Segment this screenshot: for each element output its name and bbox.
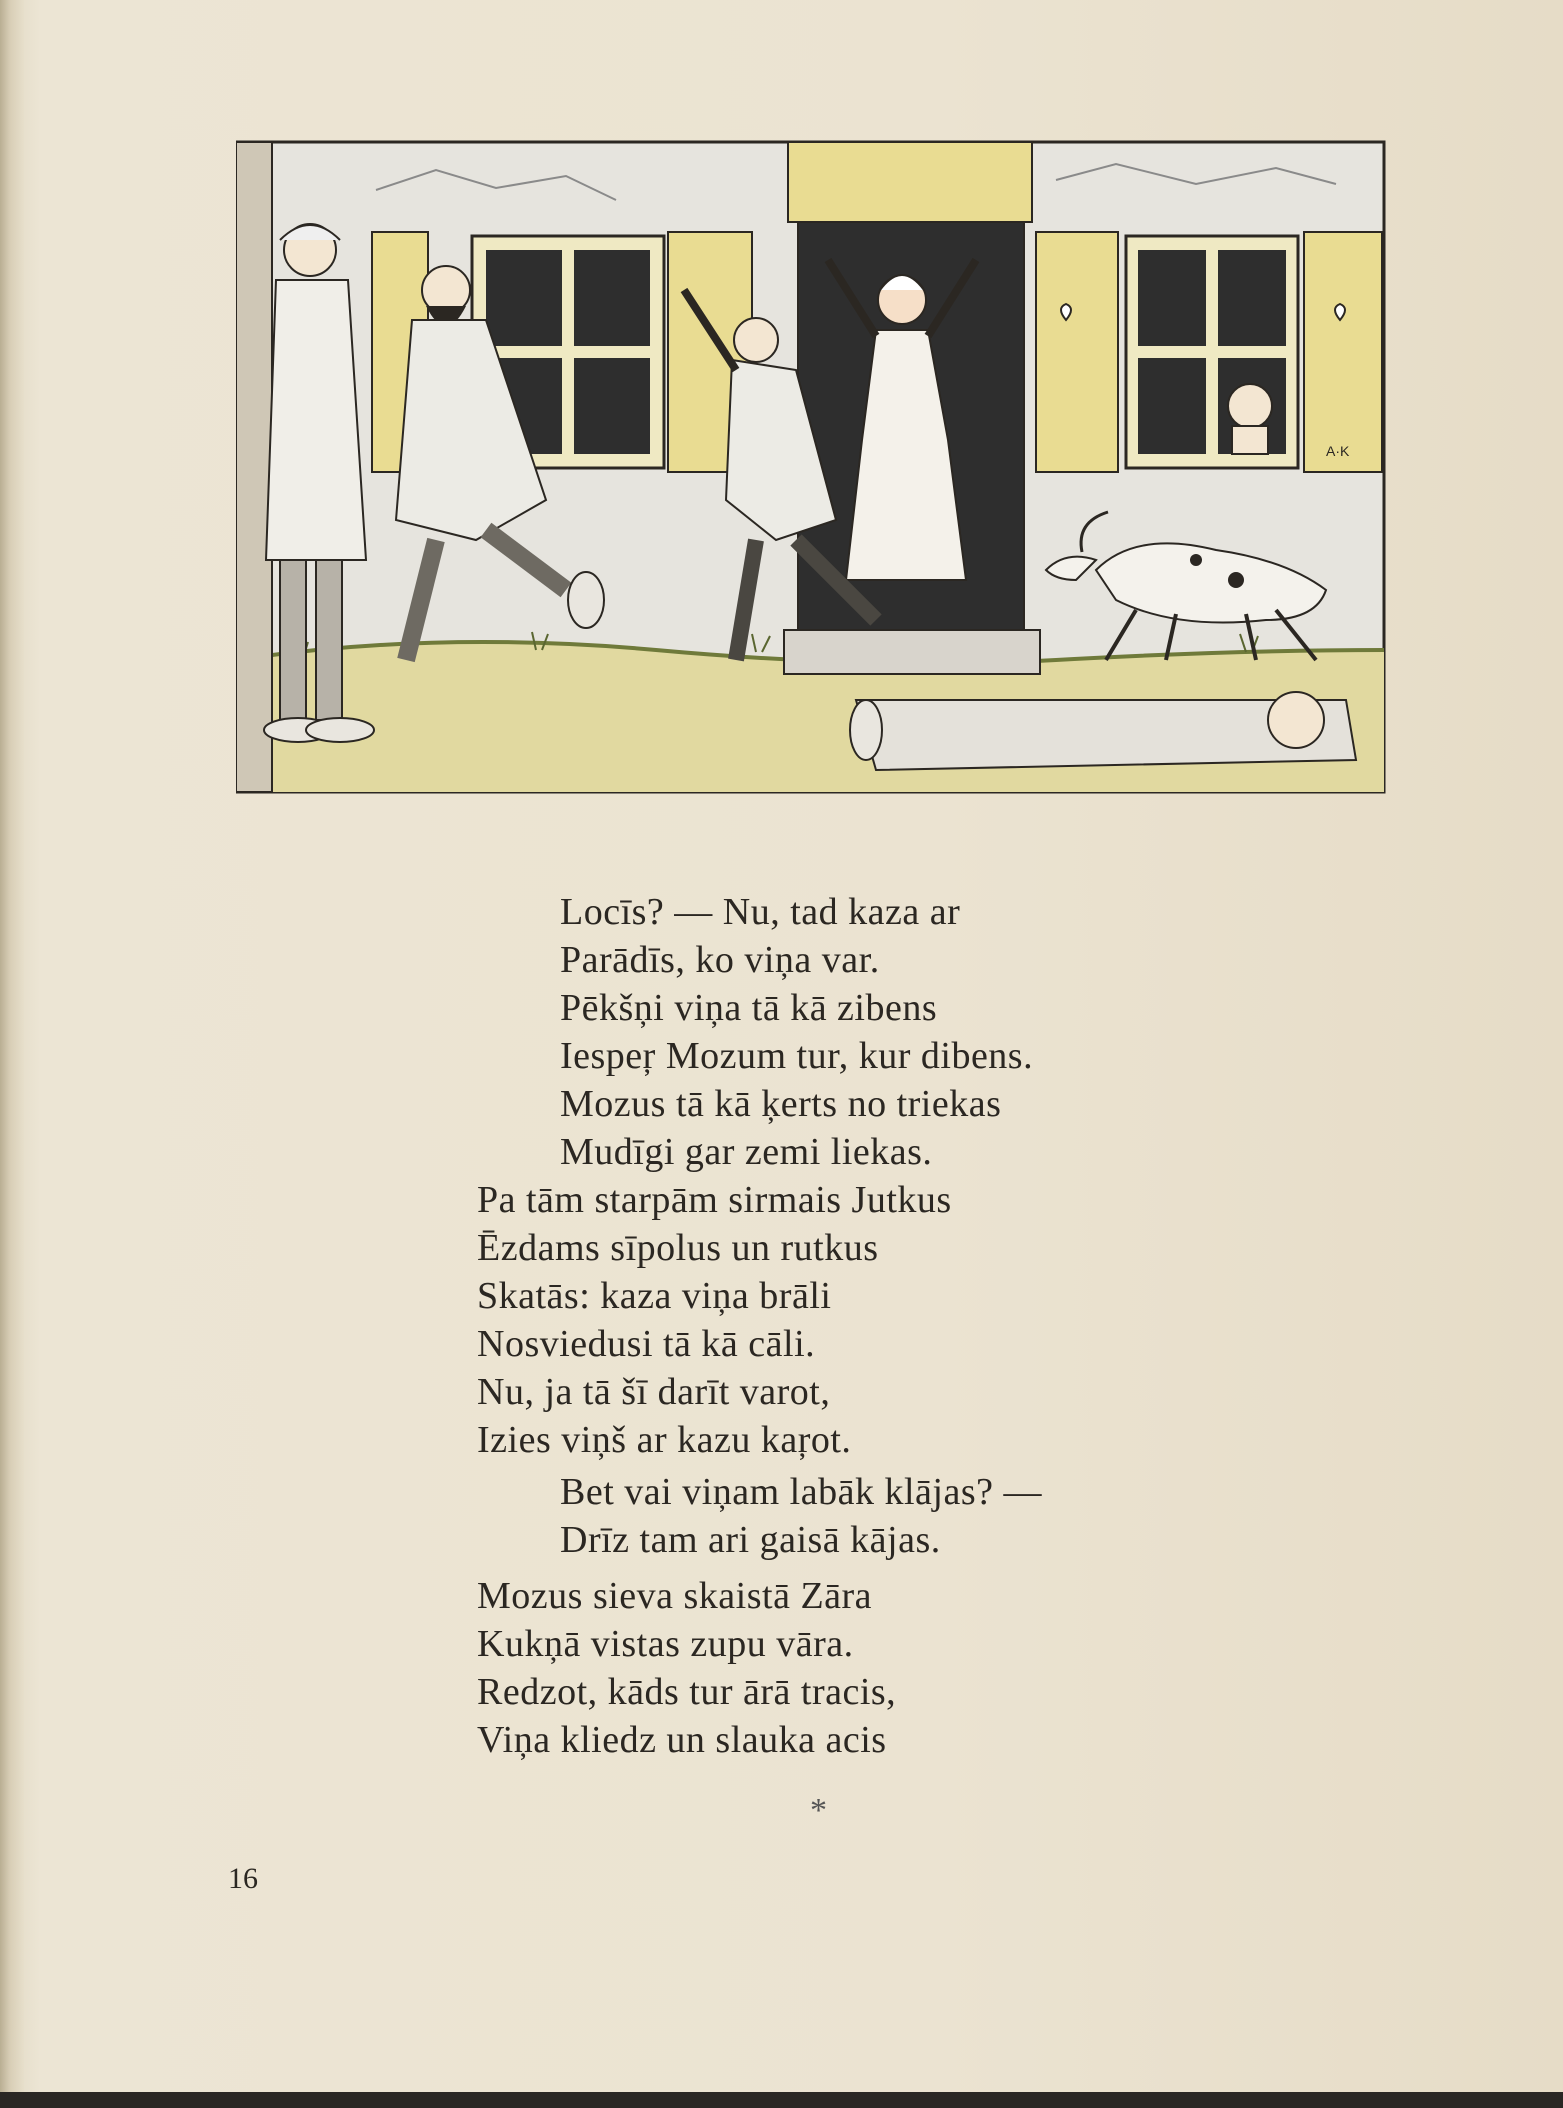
- poem-line: Kukņā vistas zupu vāra.: [477, 1623, 854, 1665]
- page-number: 16: [228, 1862, 258, 1895]
- poem-line: Pa tām starpām sirmais Jutkus: [477, 1179, 952, 1221]
- section-separator: *: [810, 1792, 827, 1829]
- book-spine-shadow: [0, 0, 24, 2108]
- scan-edge: [0, 2092, 1563, 2108]
- poem-line: Viņa kliedz un slauka acis: [477, 1719, 887, 1761]
- poem-line: Mozus tā kā ķerts no triekas: [560, 1083, 1002, 1125]
- child-face: [1228, 384, 1272, 428]
- poem-line: Mozus sieva skaistā Zāra: [477, 1575, 873, 1617]
- poem-line: Locīs? — Nu, tad kaza ar: [560, 891, 961, 933]
- illustration-drawing: [236, 140, 1386, 820]
- poem-line: Iespeŗ Mozum tur, kur dibens.: [560, 1035, 1034, 1077]
- poem-line: Redzot, kāds tur ārā tracis,: [477, 1671, 897, 1713]
- artist-signature: A·K: [1326, 443, 1350, 459]
- poem-line: Pēkšņi viņa tā kā zibens: [560, 987, 938, 1029]
- man-coat: [266, 280, 366, 560]
- poem-line: Ēzdams sīpolus un rutkus: [477, 1227, 879, 1269]
- door-step: [784, 630, 1040, 674]
- shutter: [1036, 232, 1118, 472]
- poem-line: Parādīs, ko viņa var.: [560, 939, 880, 981]
- poem-line: Skatās: kaza viņa brāli: [477, 1275, 832, 1317]
- poem-line: Drīz tam ari gaisā kājas.: [560, 1519, 941, 1561]
- poem-line: Izies viņš ar kazu kaŗot.: [477, 1419, 852, 1461]
- shutter: [1304, 232, 1382, 472]
- poem-line: Nu, ja tā šī darīt varot,: [477, 1371, 831, 1413]
- poem-line: Nosviedusi tā kā cāli.: [477, 1323, 816, 1365]
- man-head: [734, 318, 778, 362]
- poem-line: Mudīgi gar zemi liekas.: [560, 1131, 933, 1173]
- illustration: [236, 140, 1386, 820]
- poem-line: Bet vai viņam labāk klājas? —: [560, 1471, 1042, 1513]
